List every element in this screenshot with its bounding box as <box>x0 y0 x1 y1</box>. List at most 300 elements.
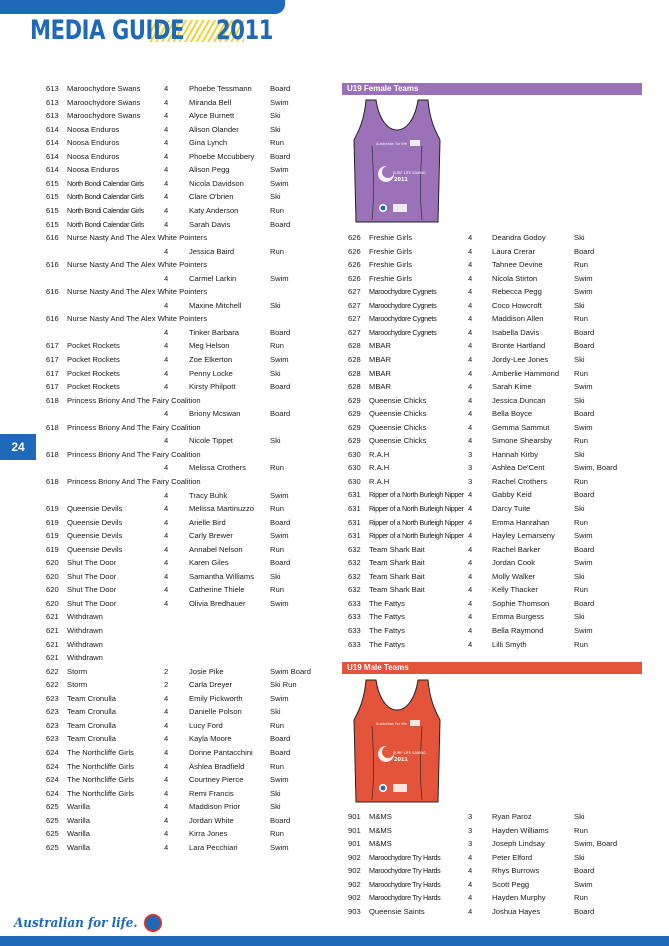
athlete-name: Tracy Buhk <box>189 490 228 500</box>
event: Run <box>270 720 284 730</box>
footer-logo-text: Australian for life. <box>14 915 138 931</box>
age: 4 <box>164 273 169 283</box>
team-number: 616 <box>46 287 59 297</box>
event: Swim <box>270 273 289 283</box>
age: 4 <box>468 490 473 500</box>
team-name: MBAR <box>369 354 391 364</box>
event: Swim <box>574 558 593 568</box>
athlete-name: Gina Lynch <box>189 138 228 148</box>
team-name: Team Cronulla <box>67 734 116 744</box>
team-number: 903 <box>348 906 361 916</box>
age: 4 <box>164 84 169 93</box>
team-number: 624 <box>46 775 59 785</box>
team-name: The Fattys <box>369 639 405 649</box>
event: Ski <box>574 354 585 364</box>
team-number: 618 <box>46 476 59 486</box>
age: 2 <box>164 666 169 676</box>
age: 4 <box>468 287 473 297</box>
age: 4 <box>468 300 473 310</box>
athlete-name: Jordy-Lee Jones <box>492 354 549 364</box>
team-name: Team Shark Bait <box>369 571 425 581</box>
event: Swim <box>270 178 289 188</box>
age: 4 <box>468 354 473 364</box>
team-number: 632 <box>348 544 361 554</box>
athlete-name: Arielle Bird <box>189 517 226 527</box>
event: Ski <box>270 571 281 581</box>
athlete-name: Jessica Baird <box>189 246 235 256</box>
team-name: Maroochydore Try Hards <box>369 893 441 903</box>
athlete-name: Courtney Pierce <box>189 775 244 785</box>
team-name: The Fattys <box>369 598 405 608</box>
team-name: Team Cronulla <box>67 693 116 703</box>
team-name: Ripper of a North Burleigh Nipper <box>369 504 464 513</box>
age: 3 <box>468 839 473 849</box>
team-number: 629 <box>348 422 361 432</box>
team-name: Nurse Nasty And The Alex White Pointers <box>67 287 207 297</box>
event: Run <box>574 893 588 903</box>
athlete-name: Emma Burgess <box>492 612 544 622</box>
team-name: R.A.H <box>369 463 390 473</box>
age: 4 <box>468 531 473 541</box>
age: 4 <box>164 300 169 310</box>
age: 4 <box>468 893 473 903</box>
athlete-name: Emily Pickworth <box>189 693 243 703</box>
team-name: Pocket Rockets <box>67 368 120 378</box>
athlete-name: Sarah Davis <box>189 219 231 229</box>
team-number: 620 <box>46 598 59 608</box>
team-number: 901 <box>348 839 361 849</box>
team-number: 624 <box>46 788 59 798</box>
team-number: 613 <box>46 84 59 93</box>
team-number: 632 <box>348 585 361 595</box>
team-name: MBAR <box>369 382 391 392</box>
event: Run <box>270 463 284 473</box>
event: Ski <box>574 571 585 581</box>
athlete-name: Gemma Sammut <box>492 422 550 432</box>
event: Ski <box>270 788 281 798</box>
team-number: 613 <box>46 111 59 121</box>
event: Board <box>574 598 595 608</box>
event: Swim Board <box>270 666 311 676</box>
team-number: 629 <box>348 395 361 405</box>
singlet-event-text: SURF LIFE SAVING <box>393 171 426 175</box>
team-number: 622 <box>46 666 59 676</box>
team-name: Freshie Girls <box>369 260 413 270</box>
top-banner-bar <box>0 0 285 14</box>
age: 4 <box>468 517 473 527</box>
athlete-name: Coco Howcroft <box>492 300 542 310</box>
athlete-name: Lilli Smyth <box>492 639 527 649</box>
team-name: Noosa Enduros <box>67 138 120 148</box>
team-name: Ripper of a North Burleigh Nipper <box>369 517 464 527</box>
team-name: Noosa Enduros <box>67 124 120 134</box>
team-name: The Northcliffe Girls <box>67 747 134 757</box>
event: Run <box>270 504 284 514</box>
age: 4 <box>164 802 169 812</box>
athlete-name: Bella Boyce <box>492 409 533 419</box>
team-name: The Northcliffe Girls <box>67 761 134 771</box>
athlete-name: Joshua Hayes <box>492 906 541 916</box>
athlete-name: Rachel Barker <box>492 544 541 554</box>
event: Board <box>270 747 291 757</box>
team-number: 624 <box>46 761 59 771</box>
age: 4 <box>164 761 169 771</box>
age: 4 <box>164 219 169 229</box>
team-number: 621 <box>46 612 59 622</box>
athlete-name: Phoebe Mccubbery <box>189 151 255 161</box>
athlete-name: Nicola Stirton <box>492 273 538 283</box>
team-number: 630 <box>348 463 361 473</box>
athlete-name: Carly Brewer <box>189 531 233 541</box>
team-number: 623 <box>46 707 59 717</box>
team-name: Maroochydore Try Hards <box>369 866 441 876</box>
team-name: M&MS <box>369 812 392 821</box>
team-name: R.A.H <box>369 476 390 486</box>
age: 4 <box>468 612 473 622</box>
team-name: The Fattys <box>369 612 405 622</box>
team-name: Princess Briony And The Fairy Coalition <box>67 449 201 459</box>
age: 4 <box>468 852 473 862</box>
athlete-name: Joseph Lindsay <box>492 839 545 849</box>
event: Swim <box>270 97 289 107</box>
team-number: 617 <box>46 341 59 351</box>
event: Ski <box>270 436 281 446</box>
athlete-name: Samantha Williams <box>189 571 254 581</box>
age: 4 <box>164 517 169 527</box>
team-number: 622 <box>46 680 59 690</box>
age: 4 <box>164 829 169 839</box>
age: 4 <box>164 124 169 134</box>
team-name: Warilla <box>67 842 90 852</box>
event: Swim <box>270 490 289 500</box>
age: 4 <box>164 368 169 378</box>
athlete-name: Amberlie Hammond <box>492 368 560 378</box>
athlete-name: Lara Pecchiari <box>189 842 238 852</box>
team-name: North Bondi Calendar Girls <box>67 205 144 215</box>
team-name: Warilla <box>67 802 90 812</box>
athlete-name: Molly Walker <box>492 571 536 581</box>
team-name: Maroochydore Cygnets <box>369 300 437 310</box>
event: Board <box>574 246 595 256</box>
event: Swim <box>574 625 593 635</box>
athlete-name: Meg Helson <box>189 341 230 351</box>
team-name: Withdrawn <box>67 612 103 622</box>
athlete-name: Olivia Bredhauer <box>189 598 246 608</box>
team-name: MBAR <box>369 368 391 378</box>
athlete-name: Peter Elford <box>492 852 533 862</box>
age: 4 <box>468 571 473 581</box>
age: 4 <box>468 598 473 608</box>
athlete-name: Kirra Jones <box>189 829 228 839</box>
age: 2 <box>164 680 169 690</box>
team-number: 617 <box>46 368 59 378</box>
event: Ski <box>270 802 281 812</box>
athlete-name: Hayden Murphy <box>492 893 546 903</box>
team-number: 633 <box>348 612 361 622</box>
athlete-name: Annabel Nelson <box>189 544 243 554</box>
athlete-name: Tahnee Devine <box>492 260 543 270</box>
team-name: Queensie Devils <box>67 504 123 514</box>
event: Swim, Board <box>574 463 618 473</box>
age: 4 <box>164 707 169 717</box>
age: 4 <box>164 355 169 364</box>
age: 4 <box>164 720 169 730</box>
event: Swim <box>270 165 289 175</box>
team-name: Shut The Door <box>67 585 117 595</box>
age: 4 <box>164 382 169 392</box>
team-name: Team Cronulla <box>67 720 116 730</box>
team-number: 618 <box>46 422 59 432</box>
team-number: 633 <box>348 625 361 635</box>
team-name: M&MS <box>369 839 392 849</box>
athlete-name: Ryan Paroz <box>492 812 532 821</box>
team-name: Team Cronulla <box>67 707 116 717</box>
age: 4 <box>164 734 169 744</box>
team-number: 631 <box>348 490 361 500</box>
event: Ski <box>574 812 585 821</box>
team-number: 619 <box>46 531 59 541</box>
event: Board <box>574 409 595 419</box>
athlete-name: Ashlea Bradfield <box>189 761 245 771</box>
team-name: Nurse Nasty And The Alex White Pointers <box>67 260 207 270</box>
crest-icon <box>144 914 162 932</box>
team-number: 632 <box>348 558 361 568</box>
team-name: Queensie Saints <box>369 906 425 916</box>
athlete-name: Zoe Elkerton <box>189 355 233 364</box>
team-number: 619 <box>46 544 59 554</box>
team-name: Princess Briony And The Fairy Coalition <box>67 422 201 432</box>
athlete-name: Scott Pegg <box>492 879 530 889</box>
team-name: Freshie Girls <box>369 233 413 242</box>
athlete-name: Danielle Polson <box>189 707 242 717</box>
u19-male-heading: U19 Male Teams <box>342 662 642 674</box>
team-number: 625 <box>46 842 59 852</box>
event: Ski <box>574 449 585 459</box>
singlet-year-text: 2011 <box>394 177 408 183</box>
age: 4 <box>164 747 169 757</box>
team-number: 633 <box>348 598 361 608</box>
team-number: 615 <box>46 205 59 215</box>
team-number: 631 <box>348 517 361 527</box>
event: Run <box>574 585 588 595</box>
age: 4 <box>468 866 473 876</box>
athlete-name: Deandra Godoy <box>492 233 546 242</box>
team-number: 626 <box>348 260 361 270</box>
team-number: 627 <box>348 287 361 297</box>
event: Swim <box>574 273 593 283</box>
team-number: 614 <box>46 138 59 148</box>
event: Swim <box>574 382 593 392</box>
athlete-name: Miranda Bell <box>189 97 232 107</box>
age: 4 <box>164 341 169 351</box>
age: 3 <box>468 476 473 486</box>
event: Ski <box>270 300 281 310</box>
age: 4 <box>164 504 169 514</box>
age: 4 <box>164 490 169 500</box>
athlete-name: Jessica Duncan <box>492 395 546 405</box>
team-name: Queensie Devils <box>67 544 123 554</box>
event: Swim <box>574 879 593 889</box>
team-number: 614 <box>46 124 59 134</box>
age: 4 <box>468 879 473 889</box>
athlete-name: Remi Francis <box>189 788 234 798</box>
athlete-name: Gabby Keid <box>492 490 532 500</box>
age: 4 <box>468 422 473 432</box>
age: 4 <box>468 314 473 324</box>
athlete-name: Alyce Burnett <box>189 111 235 121</box>
athlete-name: Nicola Davidson <box>189 178 244 188</box>
age: 4 <box>468 246 473 256</box>
event: Board <box>270 815 291 825</box>
team-number: 623 <box>46 734 59 744</box>
athlete-name: Tinker Barbara <box>189 327 239 337</box>
team-number: 631 <box>348 504 361 513</box>
athlete-name: Bella Raymond <box>492 625 544 635</box>
team-number: 625 <box>46 802 59 812</box>
team-name: Warilla <box>67 815 90 825</box>
athlete-name: Penny Locke <box>189 368 233 378</box>
team-name: North Bondi Calendar Girls <box>67 178 144 188</box>
team-number: 627 <box>348 327 361 337</box>
team-number: 621 <box>46 653 59 663</box>
singlet-sponsor-text: Australian for life <box>376 142 407 146</box>
team-number: 901 <box>348 825 361 835</box>
team-number: 615 <box>46 192 59 202</box>
team-name: Queensie Devils <box>67 531 123 541</box>
age: 4 <box>468 436 473 446</box>
team-number: 627 <box>348 300 361 310</box>
age: 4 <box>468 906 473 916</box>
event: Board <box>270 219 291 229</box>
age: 4 <box>164 436 169 446</box>
age: 4 <box>164 409 169 419</box>
athlete-name: Kelly Thacker <box>492 585 538 595</box>
age: 4 <box>164 192 169 202</box>
event: Board <box>270 84 291 93</box>
athlete-name: Melissa Martinuzzo <box>189 504 254 514</box>
team-number: 628 <box>348 382 361 392</box>
age: 4 <box>164 463 169 473</box>
event: Board <box>270 327 291 337</box>
team-number: 620 <box>46 571 59 581</box>
event: Ski <box>270 124 281 134</box>
age: 4 <box>164 165 169 175</box>
team-number: 616 <box>46 233 59 243</box>
team-name: Maroochydore Cygnets <box>369 314 437 324</box>
team-name: Storm <box>67 666 88 676</box>
team-number: 627 <box>348 314 361 324</box>
team-number: 617 <box>46 355 59 364</box>
age: 4 <box>468 260 473 270</box>
event: Swim <box>270 842 289 852</box>
age: 4 <box>164 138 169 148</box>
age: 4 <box>164 775 169 785</box>
athlete-name: Sarah Kime <box>492 382 532 392</box>
age: 4 <box>164 842 169 852</box>
athlete-name: Sophie Thomson <box>492 598 550 608</box>
team-number: 623 <box>46 693 59 703</box>
athlete-name: Briony Mcswan <box>189 409 241 419</box>
team-number: 630 <box>348 449 361 459</box>
event: Ski <box>270 707 281 717</box>
team-number: 620 <box>46 585 59 595</box>
team-number: 631 <box>348 531 361 541</box>
team-name: M&MS <box>369 825 392 835</box>
event: Board <box>574 906 595 916</box>
age: 3 <box>468 463 473 473</box>
event: Run <box>270 246 284 256</box>
singlet-sponsor-text: Australian for life <box>376 722 407 726</box>
team-name: North Bondi Calendar Girls <box>67 219 144 229</box>
team-name: Queensie Devils <box>67 517 123 527</box>
event: Swim <box>270 531 289 541</box>
team-name: Princess Briony And The Fairy Coalition <box>67 476 201 486</box>
event: Run <box>270 585 284 595</box>
age: 4 <box>468 273 473 283</box>
age: 4 <box>164 151 169 161</box>
bottom-banner-bar <box>0 936 669 946</box>
team-number: 632 <box>348 571 361 581</box>
event: Run <box>574 639 588 649</box>
team-number: 617 <box>46 382 59 392</box>
age: 4 <box>164 205 169 215</box>
athlete-name: Melissa Crothers <box>189 463 246 473</box>
team-name: Queensie Chicks <box>369 395 427 405</box>
team-number: 628 <box>348 368 361 378</box>
age: 4 <box>164 178 169 188</box>
event: Ski <box>574 504 585 513</box>
team-number: 621 <box>46 639 59 649</box>
athlete-name: Hannah Kirby <box>492 449 539 459</box>
event: Run <box>574 476 588 486</box>
team-name: Maroochydore Try Hards <box>369 852 441 862</box>
team-name: R.A.H <box>369 449 390 459</box>
team-name: North Bondi Calendar Girls <box>67 192 144 202</box>
team-name: Ripper of a North Burleigh Nipper <box>369 531 464 541</box>
team-name: Shut The Door <box>67 598 117 608</box>
team-number: 626 <box>348 273 361 283</box>
athlete-name: Carla Dreyer <box>189 680 233 690</box>
team-number: 623 <box>46 720 59 730</box>
event: Board <box>270 409 291 419</box>
event: Run <box>270 829 284 839</box>
event: Run <box>574 260 588 270</box>
athlete-name: Lucy Ford <box>189 720 223 730</box>
event: Run <box>574 436 588 446</box>
event: Board <box>574 341 595 351</box>
event: Run <box>270 761 284 771</box>
athlete-name: Maddison Prior <box>189 802 241 812</box>
team-number: 626 <box>348 233 361 242</box>
team-name: Shut The Door <box>67 571 117 581</box>
team-name: Ripper of a North Burleigh Nipper <box>369 490 464 500</box>
team-name: Withdrawn <box>67 639 103 649</box>
team-number: 615 <box>46 178 59 188</box>
event: Ski <box>270 192 281 202</box>
age: 4 <box>468 625 473 635</box>
team-number: 619 <box>46 517 59 527</box>
event: Swim, Board <box>574 839 618 849</box>
team-number: 902 <box>348 852 361 862</box>
age: 4 <box>164 788 169 798</box>
age: 3 <box>468 449 473 459</box>
athlete-name: Katy Anderson <box>189 205 239 215</box>
age: 4 <box>164 815 169 825</box>
event: Run <box>574 517 588 527</box>
team-name: Storm <box>67 680 88 690</box>
age: 4 <box>164 246 169 256</box>
event: Board <box>270 734 291 744</box>
